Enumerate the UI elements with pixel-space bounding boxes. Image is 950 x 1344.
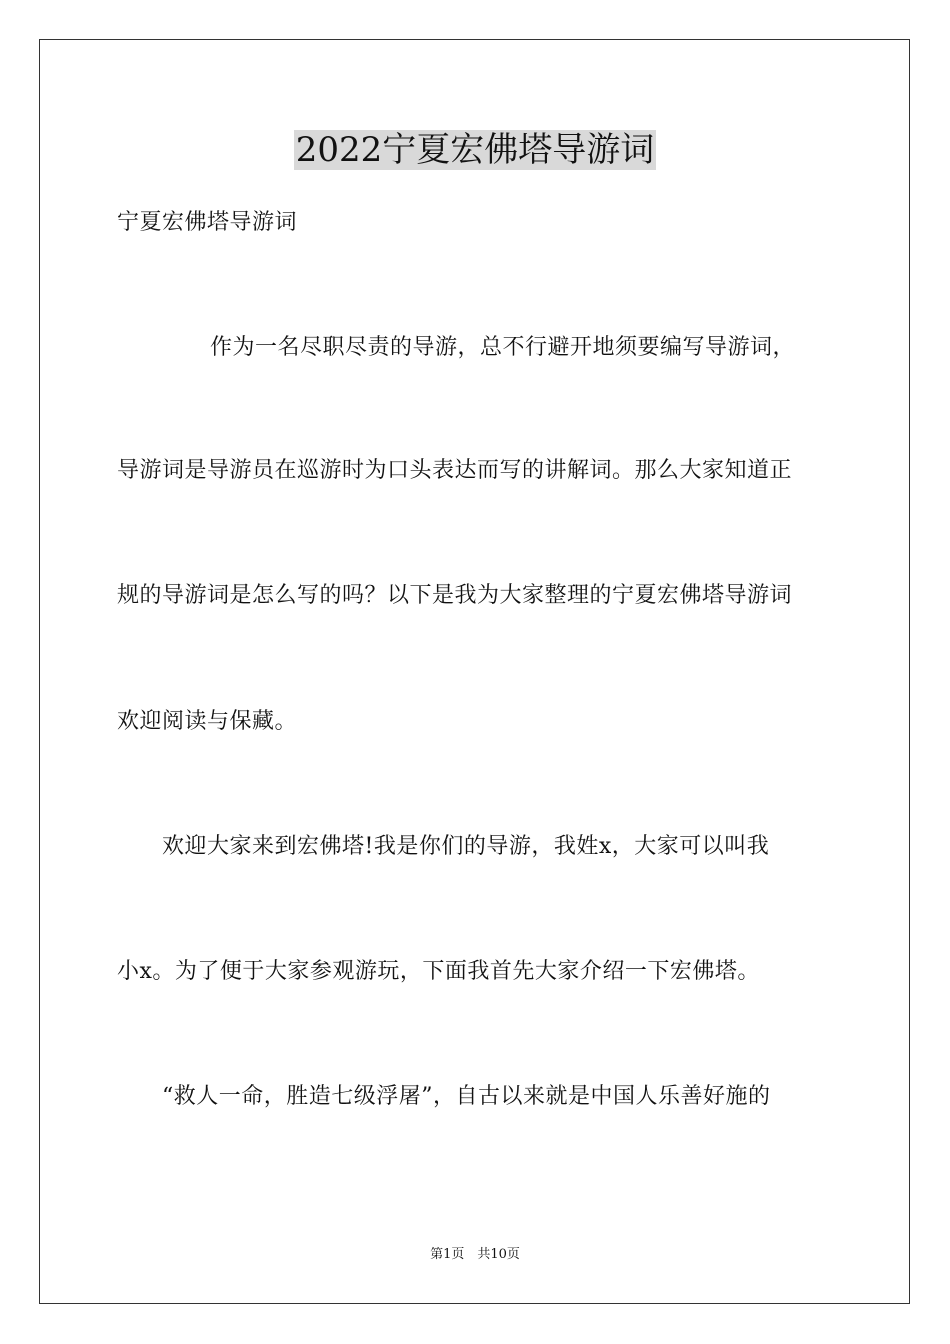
paragraph-line: 欢迎大家来到宏佛塔!我是你们的导游，我姓x，大家可以叫我 [117,834,770,859]
paragraph-line: 作为一名尽职尽责的导游，总不行避开地须要编写导游词， [165,335,796,360]
page-footer: 第1页 共10页 [430,1247,520,1262]
document-subtitle: 宁夏宏佛塔导游词 [117,210,298,235]
document-title-text: 2022宁夏宏佛塔导游词 [295,130,655,170]
paragraph-line: “救人一命，胜造七级浮屠”，自古以来就是中国人乐善好施的 [117,1084,771,1109]
paragraph-line: 欢迎阅读与保藏。 [117,709,298,734]
document-title [0,128,950,172]
paragraph-line: 规的导游词是怎么写的吗？以下是我为大家整理的宁夏宏佛塔导游词 [117,583,793,608]
paragraph-line: 小x。为了便于大家参观游玩，下面我首先大家介绍一下宏佛塔。 [117,959,760,984]
paragraph-line: 导游词是导游员在巡游时为口头表达而写的讲解词。那么大家知道正 [117,458,793,483]
